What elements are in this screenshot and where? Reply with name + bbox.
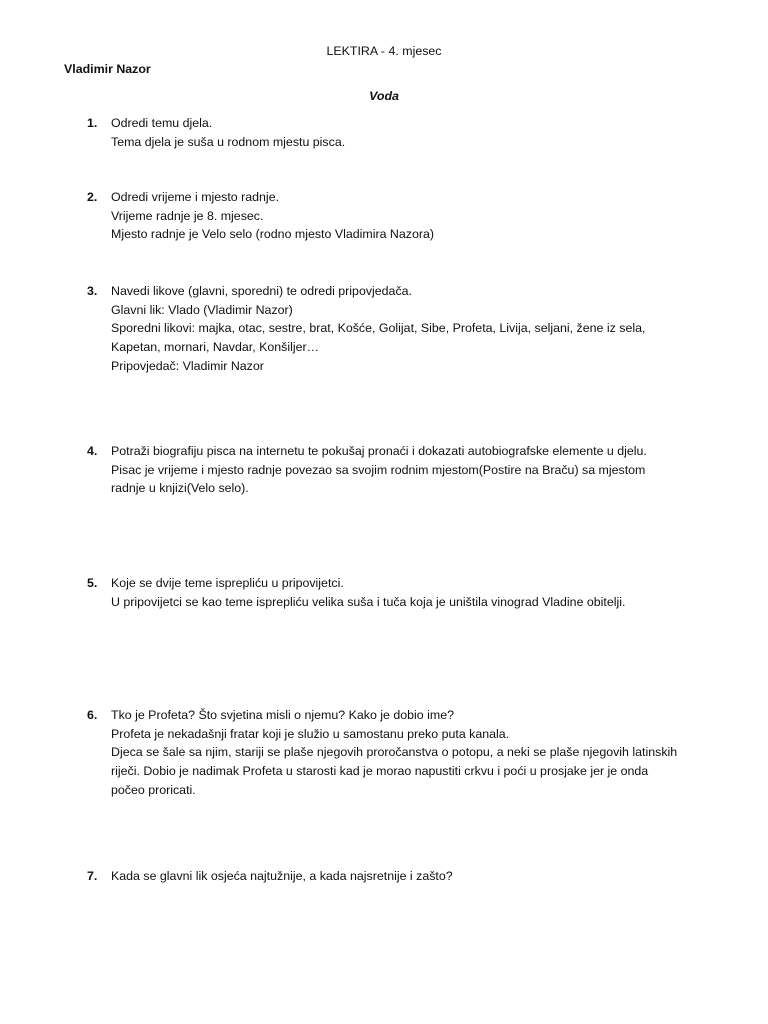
question-number: 3. [87, 284, 98, 298]
question-number: 5. [87, 576, 98, 590]
question-text [111, 114, 711, 151]
question-line: Odredi temu djela. [111, 116, 213, 130]
answer-line: radnje u knjizi(Velo selo). [111, 481, 249, 496]
answer-line: U pripovijetci se kao teme isprepliću velika suša i tuča koja je uništila vinograd Vladine obitelji. [111, 594, 626, 609]
author-name: Vladimir Nazor [64, 62, 151, 76]
question-line: Potraži biografiju pisca na internetu te pokušaj pronaći i dokazati autobiografske elemente u djelu. [111, 444, 647, 458]
question-number: 6. [87, 708, 98, 722]
question-number: 7. [87, 869, 98, 883]
question-text [111, 706, 711, 800]
question-line: Navedi likove (glavni, sporedni) te odredi pripovjedača. [111, 284, 412, 298]
question-text [111, 867, 711, 886]
document-header: LEKTIRA - 4. mjesec [326, 44, 442, 58]
answer-line: Mjesto radnje je Velo selo (rodno mjesto Vladimira Nazora) [111, 227, 434, 242]
question-number: 1. [87, 116, 98, 130]
answer-line: Vrijeme radnje je 8. mjesec. [111, 208, 264, 223]
question-text [111, 574, 711, 611]
question-text [111, 442, 711, 498]
question-line: Odredi vrijeme i mjesto radnje. [111, 190, 280, 204]
question-line: Koje se dvije teme isprepliću u pripovijetci. [111, 576, 344, 590]
answer-line: Djeca se šale sa njim, stariji se plaše njegovih proročanstva o potopu, a neki se plaše njegovih latinskih [111, 745, 678, 760]
question-number: 4. [87, 444, 98, 458]
answer-line: Pripovjedač: Vladimir Nazor [111, 358, 264, 373]
answer-line: Profeta je nekadašnji fratar koji je služio u samostanu preko puta kanala. [111, 726, 510, 741]
answer-line: počeo proricati. [111, 782, 196, 797]
question-text [111, 188, 711, 244]
work-title: Voda [369, 89, 399, 103]
answer-line: Tema djela je suša u rodnom mjestu pisca. [111, 134, 346, 149]
answer-line: Glavni lik: Vlado (Vladimir Nazor) [111, 302, 293, 317]
answer-line: Kapetan, mornari, Navdar, Konšiljer… [111, 340, 319, 355]
question-line: Kada se glavni lik osjeća najtužnije, a kada najsretnije i zašto? [111, 869, 453, 883]
answer-line: Sporedni likovi: majka, otac, sestre, brat, Košće, Golijat, Sibe, Profeta, Livija, seljani, žene iz sela, [111, 321, 646, 336]
question-number: 2. [87, 190, 98, 204]
question-text [111, 282, 711, 376]
answer-line: Pisac je vrijeme i mjesto radnje povezao sa svojim rodnim mjestom(Postire na Braču) sa mjestom [111, 462, 646, 477]
answer-line: riječi. Dobio je nadimak Profeta u starosti kad je morao napustiti crkvu i poći u prosjake jer je onda [111, 764, 649, 779]
question-line: Tko je Profeta? Što svjetina misli o njemu? Kako je dobio ime? [111, 708, 454, 722]
